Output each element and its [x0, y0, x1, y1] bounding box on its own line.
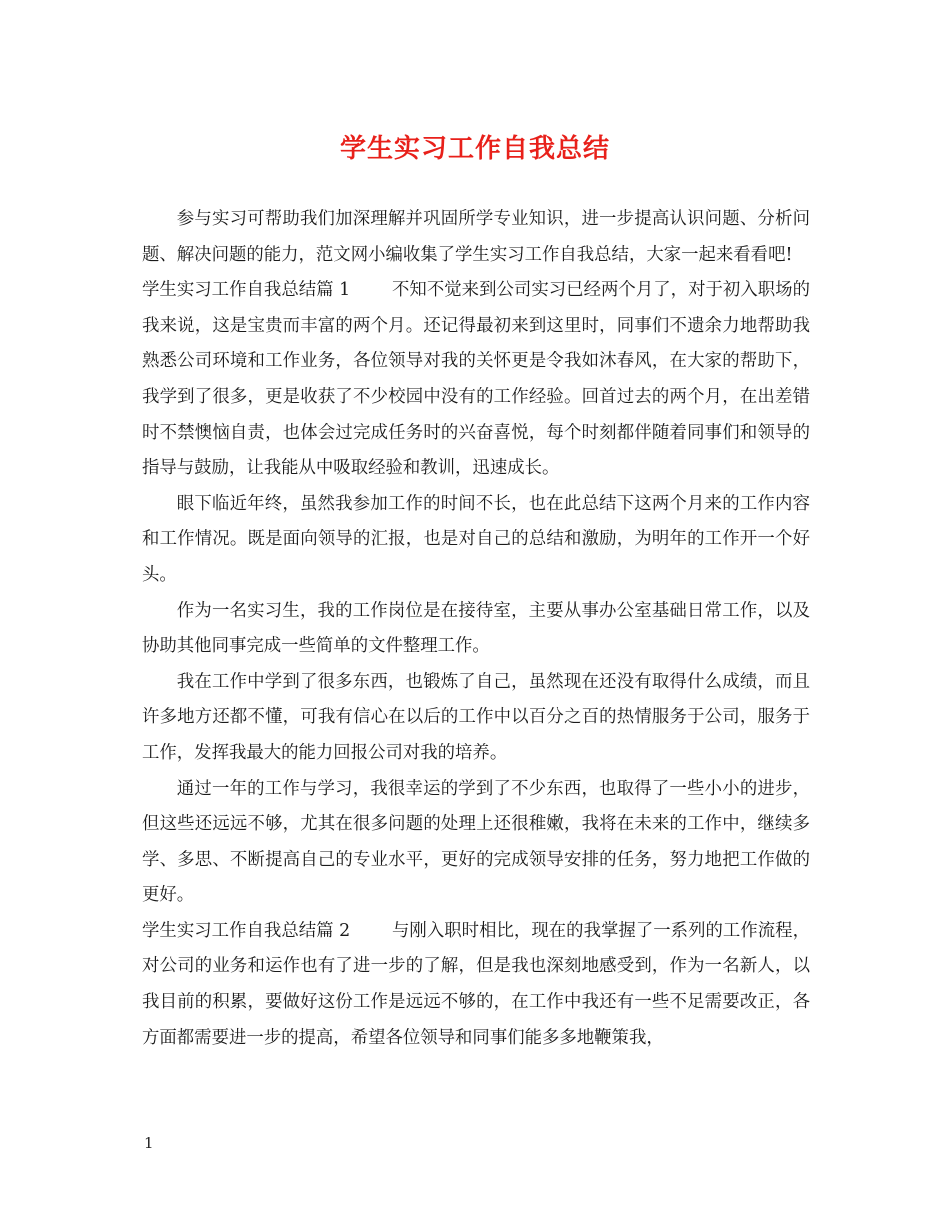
section-2-heading: 学生实习工作自我总结篇 2 — [142, 920, 351, 941]
section-2-text: 与刚入职时相比，现在的我掌握了一系列的工作流程，对公司的业务和运作也有了进一步的了解，但是我也深刻地感受到，作为一名新人，以我目前的积累，要做好这份工作是远远不够的，在工作中我还有一些不足需要改正，各方面都需要进一步的提高，希望各位领导和同事们能多多地鞭策我， — [142, 920, 810, 1048]
section-1-paragraph — [142, 273, 810, 487]
section-2-paragraph — [142, 914, 810, 1056]
body-paragraph: 我在工作中学到了很多东西，也锻炼了自己，虽然现在还没有取得什么成绩，而且许多地方还都不懂，可我有信心在以后的工作中以百分之百的热情服务于公司，服务于工作，发挥我最大的能力回报公司对我的培养。 — [142, 671, 810, 763]
body-paragraph: 作为一名实习生，我的工作岗位是在接待室，主要从事办公室基础日常工作，以及协助其他同事完成一些简单的文件整理工作。 — [142, 600, 810, 657]
intro-paragraph: 参与实习可帮助我们加深理解并巩固所学专业知识，进一步提高认识问题、分析问题、解决问题的能力，范文网小编收集了学生实习工作自我总结，大家一起来看看吧! — [142, 209, 810, 265]
page-number: 1 — [144, 1134, 154, 1152]
body-paragraph: 通过一年的工作与学习，我很幸运的学到了不少东西，也取得了一些小小的进步，但这些还远远不够，尤其在很多问题的处理上还很稚嫩，我将在未来的工作中，继续多学、多思、不断提高自己的专业水平，更好的完成领导安排的任务，努力地把工作做的更好。 — [142, 778, 810, 906]
document-title: 学生实习工作自我总结 — [339, 134, 610, 164]
body-paragraph: 眼下临近年终，虽然我参加工作的时间不长，也在此总结下这两个月来的工作内容和工作情况。既是面向领导的汇报，也是对自己的总结和激励，为明年的工作开一个好头。 — [142, 493, 810, 585]
section-1-heading: 学生实习工作自我总结篇 1 — [142, 280, 351, 301]
document-body — [142, 202, 810, 1056]
section-1-text: 不知不觉来到公司实习已经两个月了，对于初入职场的我来说，这是宝贵而丰富的两个月。还记得最初来到这里时，同事们不遗余力地帮助我熟悉公司环境和工作业务，各位领导对我的关怀更是令我如沐春风，在大家的帮助下，我学到了很多，更是收获了不少校园中没有的工作经验。回首过去的两个月，在出差错时不禁懊恼自责，也体会过完成任务时的兴奋喜悦，每个时刻都伴随着同事们和领导的指导与鼓励，让我能从中吸取经验和教训，迅速成长。 — [142, 280, 810, 479]
